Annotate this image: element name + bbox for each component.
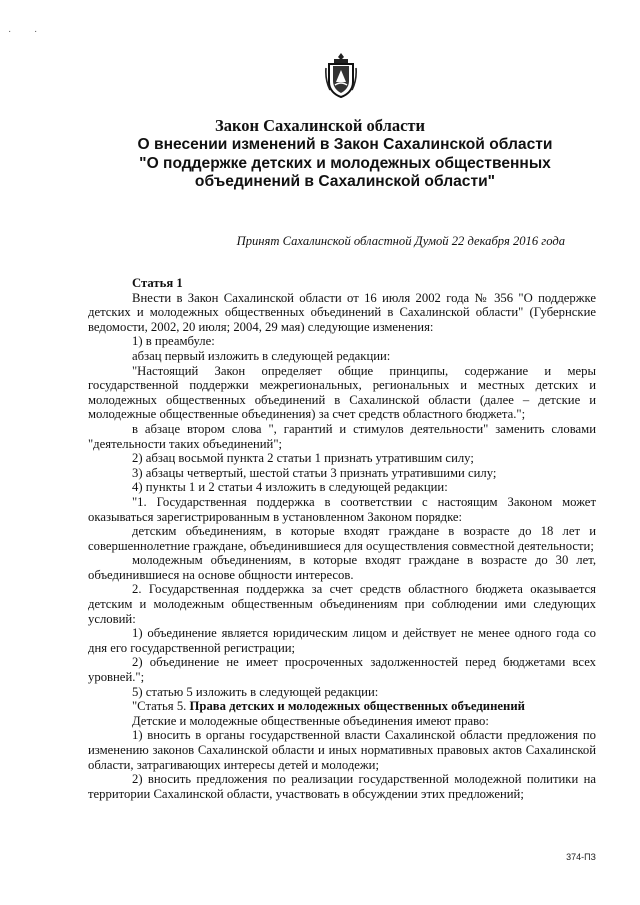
- body-paragraph: 2) вносить предложения по реализации государственной молодежной политики на территории Сахалинской области, участвовать в обсуждении этих предложений;: [88, 772, 596, 801]
- body-paragraph: 1) объединение является юридическим лицом и действует не менее одного года со дня его государственной регистрации;: [88, 626, 596, 655]
- article5-heading: [88, 699, 596, 714]
- coat-of-arms-icon: [325, 52, 357, 98]
- article5-title: Права детских и молодежных общественных объединений: [189, 699, 525, 714]
- body-paragraph: в абзаце втором слова ", гарантий и стимулов деятельности" заменить словами "деятельности таких объединений";: [88, 421, 596, 451]
- body-paragraph: 1) вносить в органы государственной власти Сахалинской области предложения по изменению законов Сахалинской области и иных нормативных правовых актов Сахалинской области, затрагивающих интересы детей и молодежи;: [88, 728, 596, 772]
- body-paragraph: 2) объединение не имеет просроченных задолженностей перед бюджетами всех уровней.";: [88, 655, 596, 685]
- article5-prefix: "Статья 5.: [132, 699, 190, 714]
- document-body: [88, 276, 596, 801]
- body-paragraph: Детские и молодежные общественные объединения имеют право:: [132, 713, 489, 728]
- body-paragraph: абзац первый изложить в следующей редакции:: [132, 348, 391, 363]
- law-title: Закон Сахалинской области: [214, 116, 426, 135]
- body-paragraph: Внести в Закон Сахалинской области от 16 июля 2002 года № 356 "О поддержке детских и молодежных общественных объединений в Сахалинской области" (Губернские ведомости, 2002, 20 июля; 2004, 29 мая) следующие изменения:: [88, 290, 596, 334]
- body-paragraph: 2) абзац восьмой пункта 2 статьи 1 признать утратившим силу;: [132, 451, 474, 466]
- body-paragraph: молодежным объединениям, в которые входят граждане в возрасте до 30 лет, объединившиеся на основе общности интересов.: [88, 553, 596, 582]
- article-heading: Статья 1: [132, 276, 183, 290]
- body-paragraph: "1. Государственная поддержка в соответствии с настоящим Законом может оказываться зарегистрированным в установленном Законом порядке:: [88, 494, 596, 524]
- scan-speck: ·: [8, 26, 12, 37]
- document-code: 374-ПЗ: [566, 852, 596, 862]
- body-paragraph: 2. Государственная поддержка за счет средств областного бюджета оказывается детским и молодежным общественным объединениям при соблюдении ими следующих условий:: [88, 582, 596, 626]
- body-paragraph: 3) абзацы четвертый, шестой статьи 3 признать утратившими силу;: [132, 465, 497, 480]
- body-paragraph: 5) статью 5 изложить в следующей редакции:: [132, 684, 379, 699]
- adoption-note: Принят Сахалинской областной Думой 22 декабря 2016 года: [236, 234, 565, 248]
- body-paragraph: детским объединениям, в которые входят граждане в возрасте до 18 лет и совершеннолетние граждане, объединившиеся для осуществления совместной деятельности;: [88, 524, 596, 553]
- body-paragraph: 1) в преамбуле:: [132, 334, 215, 349]
- body-paragraph: "Настоящий Закон определяет общие принципы, содержание и меры государственной поддержки межрегиональных, региональных и местных детских и молодежных общественных объединений в Сахалинской области (далее – детские и молодежные общественные объединения) за счет средств областного бюджета.";: [88, 363, 596, 422]
- body-paragraph: 4) пункты 1 и 2 статьи 4 изложить в следующей редакции:: [132, 480, 448, 495]
- document-title: О внесении изменений в Закон Сахалинской области "О поддержке детских и молодежных общественных объединений в Сахалинской области": [137, 136, 553, 190]
- scan-speck: ·: [34, 26, 38, 37]
